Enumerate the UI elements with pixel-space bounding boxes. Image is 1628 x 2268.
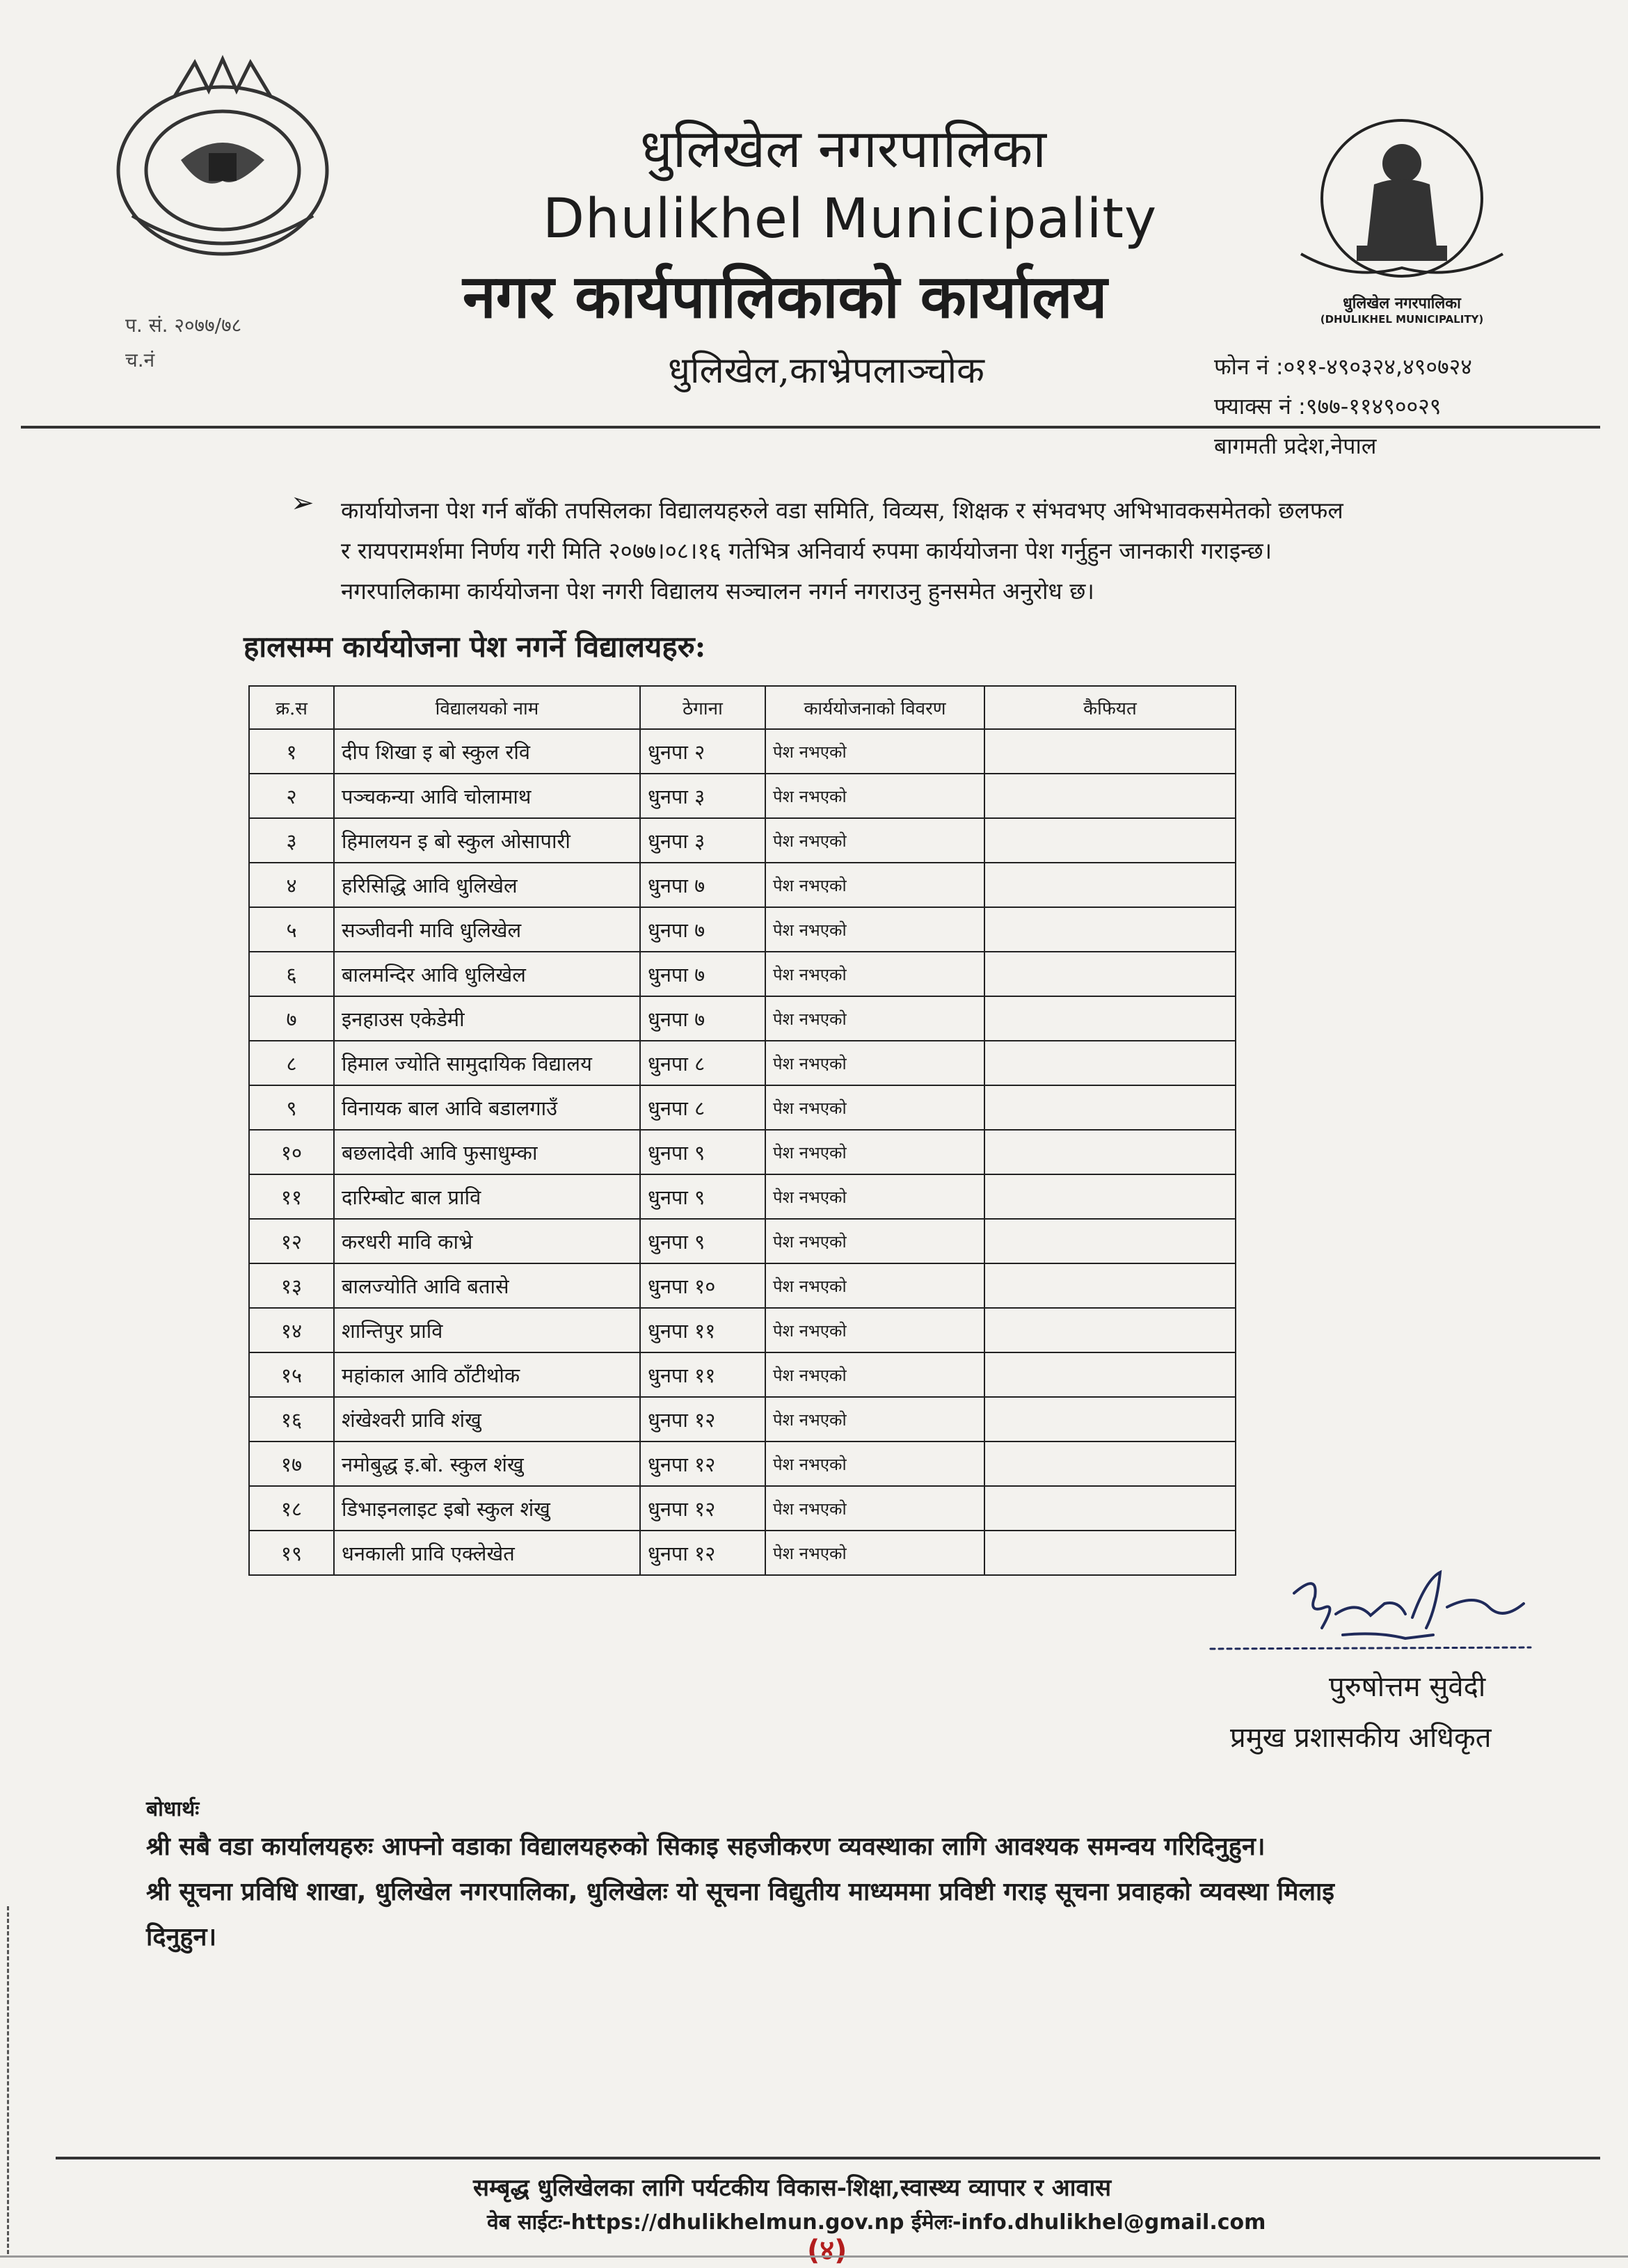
serial-cell: १३ (249, 1263, 334, 1308)
serial-cell: ७ (249, 996, 334, 1041)
page-number: (४) (807, 2235, 847, 2267)
plan-status-cell: पेश नभएको (765, 952, 984, 996)
remarks-cell (984, 1041, 1236, 1085)
table-row (249, 1352, 1236, 1397)
school-name-cell: बालज्योति आवि बतासे (334, 1263, 640, 1308)
plan-status-cell: पेश नभएको (765, 1308, 984, 1352)
right-logo-sub: (DHULIKHEL MUNICIPALITY) (1320, 313, 1484, 326)
plan-status-cell: पेश नभएको (765, 1352, 984, 1397)
arrow-bullet-icon: ➢ (291, 487, 314, 519)
remarks-cell (984, 818, 1236, 863)
address-cell: धुनपा ८ (640, 1041, 765, 1085)
address-cell: धुनपा १२ (640, 1486, 765, 1531)
serial-cell: २ (249, 774, 334, 818)
serial-cell: १२ (249, 1219, 334, 1263)
col-remarks-header: कैफियत (984, 686, 1236, 729)
table-header-row (249, 686, 1236, 729)
remarks-cell (984, 1130, 1236, 1174)
serial-cell: १९ (249, 1531, 334, 1575)
remarks-cell (984, 952, 1236, 996)
remarks-cell (984, 996, 1236, 1041)
address-cell: धुनपा ७ (640, 996, 765, 1041)
table-row (249, 729, 1236, 774)
serial-cell: ५ (249, 907, 334, 952)
school-name-cell: हरिसिद्धि आवि धुलिखेल (334, 863, 640, 907)
remarks-cell (984, 774, 1236, 818)
school-name-cell: महांकाल आवि ठाँटीथोक (334, 1352, 640, 1397)
school-name-cell: दारिम्बोट बाल प्रावि (334, 1174, 640, 1219)
serial-cell: १४ (249, 1308, 334, 1352)
header-divider (21, 426, 1600, 429)
table-row (249, 1263, 1236, 1308)
serial-cell: १५ (249, 1352, 334, 1397)
address-cell: धुनपा ११ (640, 1352, 765, 1397)
address-cell: धुनपा ७ (640, 907, 765, 952)
remarks-cell (984, 1174, 1236, 1219)
nepal-government-emblem (90, 49, 355, 264)
plan-status-cell: पेश नभएको (765, 774, 984, 818)
remarks-cell (984, 1219, 1236, 1263)
address-cell: धुनपा २ (640, 729, 765, 774)
serial-cell: १ (249, 729, 334, 774)
serial-cell: १६ (249, 1397, 334, 1442)
address-cell: धुनपा ९ (640, 1174, 765, 1219)
col-serial-header: क्र.स (249, 686, 334, 729)
dispatch-number: च.नं (125, 349, 155, 372)
plan-status-cell: पेश नभएको (765, 1219, 984, 1263)
table-row (249, 1442, 1236, 1486)
footer-divider (56, 2157, 1600, 2159)
scan-bottom-edge (0, 2255, 1628, 2258)
plan-status-cell: पेश नभएको (765, 1442, 984, 1486)
handwritten-signature (1197, 1565, 1551, 1680)
table-row (249, 996, 1236, 1041)
school-name-cell: शान्तिपुर प्रावि (334, 1308, 640, 1352)
distribution-line-1: श्री सबै वडा कार्यालयहरुः आफ्नो वडाका विद्यालयहरुको सिकाइ सहजीकरण व्यवस्थाका लागि आवश्यक समन्वय गरिदिनुहुन। (146, 1832, 1266, 1861)
remarks-cell (984, 1085, 1236, 1130)
col-address-header: ठेगाना (640, 686, 765, 729)
table-row (249, 1085, 1236, 1130)
table-row (249, 952, 1236, 996)
remarks-cell (984, 1263, 1236, 1308)
notice-line-1: कार्यायोजना पेश गर्न बाँकी तपसिलका विद्यालयहरुले वडा समिति, विव्यस, शिक्षक र संभवभए अभिभावकसमेतको छलफल (341, 497, 1343, 524)
distribution-line-3: दिनुहुन। (146, 1923, 217, 1951)
address-cell: धुनपा १० (640, 1263, 765, 1308)
serial-cell: १७ (249, 1442, 334, 1486)
address-cell: धुनपा १२ (640, 1397, 765, 1442)
plan-status-cell: पेश नभएको (765, 863, 984, 907)
table-row (249, 1130, 1236, 1174)
signatory-title: प्रमुख प्रशासकीय अधिकृत (1230, 1722, 1492, 1754)
remarks-cell (984, 729, 1236, 774)
fax-number: फ्याक्स नं :९७७-११४९००२९ (1214, 393, 1442, 420)
serial-cell: ४ (249, 863, 334, 907)
footer-slogan: सम्बृद्ध धुलिखेलका लागि पर्यटकीय विकास-शिक्षा,स्वास्थ्य व्यापार र आवास (473, 2174, 1112, 2202)
address-cell: धुनपा ३ (640, 818, 765, 863)
school-name-cell: करधरी मावि काभ्रे (334, 1219, 640, 1263)
dhulikhel-municipality-logo (1287, 104, 1517, 313)
remarks-cell (984, 1397, 1236, 1442)
office-title: नगर कार्यपालिकाको कार्यालय (463, 262, 1108, 332)
distribution-line-2: श्री सूचना प्रविधि शाखा, धुलिखेल नगरपालिका, धुलिखेलः यो सूचना विद्युतीय माध्यममा प्रविष्टी गराइ सूचना प्रवाहको व्यवस्था मिलाइ (146, 1878, 1334, 1906)
plan-status-cell: पेश नभएको (765, 1041, 984, 1085)
table-row (249, 1041, 1236, 1085)
address-cell: धुनपा ११ (640, 1308, 765, 1352)
table-row (249, 1531, 1236, 1575)
table-row (249, 863, 1236, 907)
table-row (249, 907, 1236, 952)
table-row (249, 1219, 1236, 1263)
serial-cell: १० (249, 1130, 334, 1174)
municipality-name-nepali: धुलिखेल नगरपालिका (640, 118, 1046, 179)
remarks-cell (984, 1308, 1236, 1352)
office-address: धुलिखेल,काभ्रेपलाञ्चोक (668, 350, 984, 392)
serial-cell: ३ (249, 818, 334, 863)
address-cell: धुनपा ७ (640, 863, 765, 907)
address-cell: धुनपा ९ (640, 1130, 765, 1174)
remarks-cell (984, 907, 1236, 952)
right-logo-label: धुलिखेल नगरपालिका (1343, 295, 1461, 312)
serial-cell: ६ (249, 952, 334, 996)
plan-status-cell: पेश नभएको (765, 1130, 984, 1174)
address-cell: धुनपा १२ (640, 1531, 765, 1575)
plan-status-cell: पेश नभएको (765, 1486, 984, 1531)
plan-status-cell: पेश नभएको (765, 1397, 984, 1442)
school-name-cell: सञ्जीवनी मावि धुलिखेल (334, 907, 640, 952)
serial-cell: ९ (249, 1085, 334, 1130)
phone-number: फोन नं :०११-४९०३२४,४९०७२४ (1214, 353, 1472, 380)
remarks-cell (984, 1486, 1236, 1531)
address-cell: धुनपा ७ (640, 952, 765, 996)
footer-website-email: वेब साईटः-https://dhulikhelmun.gov.np ईमेलः-info.dhulikhel@gmail.com (487, 2210, 1266, 2235)
address-cell: धुनपा ३ (640, 774, 765, 818)
school-name-cell: धनकाली प्रावि एक्लेखेत (334, 1531, 640, 1575)
school-name-cell: विनायक बाल आवि बडालगाउँ (334, 1085, 640, 1130)
school-name-cell: नमोबुद्ध इ.बो. स्कुल शंखु (334, 1442, 640, 1486)
school-name-cell: डिभाइनलाइट इबो स्कुल शंखु (334, 1486, 640, 1531)
table-row (249, 1486, 1236, 1531)
municipality-name-english: Dhulikhel Municipality (543, 188, 1158, 250)
notice-line-3: नगरपालिकामा कार्ययोजना पेश नगरी विद्यालय सञ्चालन नगर्न नगराउनु हुनसमेत अनुरोध छ। (341, 577, 1094, 605)
school-name-cell: इनहाउस एकेडेमी (334, 996, 640, 1041)
reference-number: प. सं. २०७७/७८ (125, 314, 242, 337)
table-row (249, 818, 1236, 863)
school-name-cell: हिमाल ज्योति सामुदायिक विद्यालय (334, 1041, 640, 1085)
address-cell: धुनपा १२ (640, 1442, 765, 1486)
remarks-cell (984, 863, 1236, 907)
plan-status-cell: पेश नभएको (765, 818, 984, 863)
address-cell: धुनपा ८ (640, 1085, 765, 1130)
table-row (249, 1308, 1236, 1352)
serial-cell: ८ (249, 1041, 334, 1085)
plan-status-cell: पेश नभएको (765, 729, 984, 774)
school-name-cell: शंखेश्वरी प्रावि शंखु (334, 1397, 640, 1442)
plan-status-cell: पेश नभएको (765, 1174, 984, 1219)
table-row (249, 1174, 1236, 1219)
plan-status-cell: पेश नभएको (765, 996, 984, 1041)
school-name-cell: दीप शिखा इ बो स्कुल रवि (334, 729, 640, 774)
plan-status-cell: पेश नभएको (765, 907, 984, 952)
serial-cell: ११ (249, 1174, 334, 1219)
distribution-label: बोधार्थः (146, 1797, 200, 1821)
plan-status-cell: पेश नभएको (765, 1263, 984, 1308)
table-row (249, 1397, 1236, 1442)
address-cell: धुनपा ९ (640, 1219, 765, 1263)
school-name-cell: बछलादेवी आवि फुसाधुम्का (334, 1130, 640, 1174)
school-name-cell: पञ्चकन्या आवि चोलामाथ (334, 774, 640, 818)
plan-status-cell: पेश नभएको (765, 1085, 984, 1130)
remarks-cell (984, 1442, 1236, 1486)
serial-cell: १८ (249, 1486, 334, 1531)
pending-schools-table (248, 685, 1236, 1576)
list-heading: हालसम्म कार्ययोजना पेश नगर्ने विद्यालयहरु: (244, 630, 706, 664)
school-name-cell: बालमन्दिर आवि धुलिखेल (334, 952, 640, 996)
plan-status-cell: पेश नभएको (765, 1531, 984, 1575)
scan-edge-mark (7, 1906, 9, 2254)
notice-line-2: र रायपरामर्शमा निर्णय गरी मिति २०७७।०८।१६ गतेभित्र अनिवार्य रुपमा कार्ययोजना पेश गर्नुहुन जानकारी गराइन्छ। (341, 537, 1272, 564)
signatory-name: पुरुषोत्तम सुवेदी (1329, 1671, 1486, 1703)
col-plan-status-header: कार्ययोजनाको विवरण (765, 686, 984, 729)
school-name-cell: हिमालयन इ बो स्कुल ओसापारी (334, 818, 640, 863)
province-address: बागमती प्रदेश,नेपाल (1214, 433, 1377, 459)
col-school-header: विद्यालयको नाम (334, 686, 640, 729)
table-row (249, 774, 1236, 818)
remarks-cell (984, 1352, 1236, 1397)
